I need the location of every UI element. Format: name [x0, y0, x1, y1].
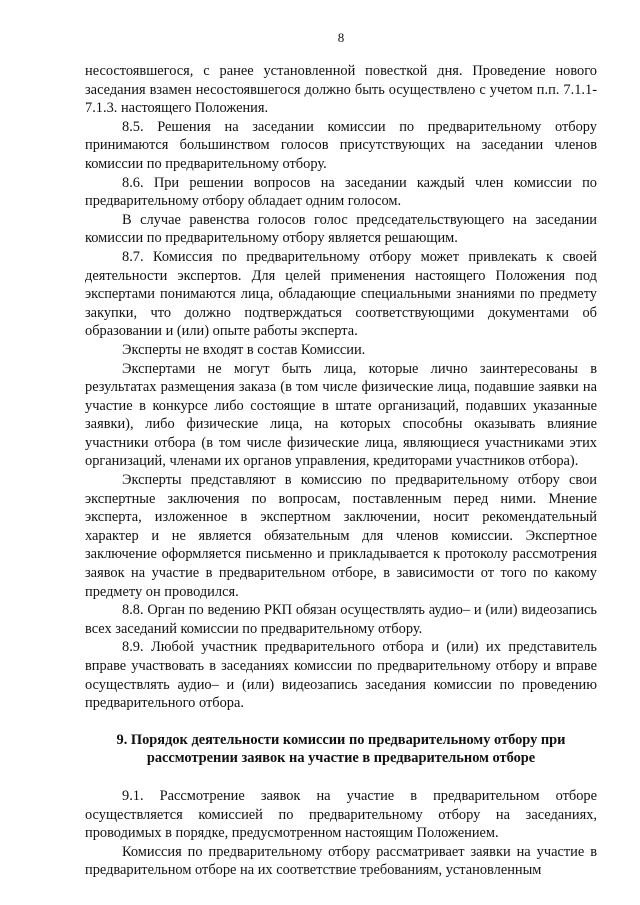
page-number: 8	[337, 30, 345, 45]
paragraph: несостоявшегося, с ранее установленной повесткой дня. Проведение нового заседания взамен несостоявшегося должно быть осуществлено с учетом п.п. 7.1.1-7.1.3. настоящего Положения.	[85, 63, 597, 117]
paragraph: 8.6. При решении вопросов на заседании каждый член комиссии по предварительному отбору обладает одним голосом.	[85, 174, 597, 210]
paragraph: Эксперты представляют в комиссию по предварительному отбору свои экспертные заключения по вопросам, поставленным перед ними. Мнение эксперта, изложенное в экспертном заключении, носит рекомендательный характер и не является обязательным для членов комиссии. Экспертное заключение оформляется письменно и прикладывается к протоколу рассмотрения заявок на участие в предварительном отборе, в зависимости от того по какому предмету он проводился.	[85, 472, 597, 600]
paragraph: Эксперты не входят в состав Комиссии.	[122, 341, 366, 358]
paragraph: 9.1. Рассмотрение заявок на участие в предварительном отборе осуществляется комиссией по предварительному отбору на заседаниях, проводимых в порядке, предусмотренном настоящим Положением.	[85, 787, 597, 842]
paragraph: Комиссия по предварительному отбору рассматривает заявки на участие в предварительном отборе на их соответствие требованиям, установленным	[85, 843, 597, 879]
paragraph: В случае равенства голосов голос председательствующего на заседании комиссии по предварительному отбору является решающим.	[85, 211, 597, 247]
section-heading: 9. Порядок деятельности комиссии по предварительному отбору при рассмотрении заявок на участие в предварительном отборе	[116, 731, 566, 767]
paragraph: Экспертами не могут быть лица, которые лично заинтересованы в результатах размещения заказа (в том числе физические лица, подавшие заявки на участие в конкурсе либо состоящие в штате организаций, подавших указанные заявки), либо физические лица, на которых способны оказывать влияние участники отбора (в том числе физические лица, являющиеся участниками этих организаций, членами их органов управления, кредиторами участников отбора).	[85, 360, 597, 470]
paragraph: 8.8. Орган по ведению РКП обязан осуществлять аудио– и (или) видеозапись всех заседаний комиссии по предварительному отбору.	[85, 602, 597, 637]
paragraph: 8.5. Решения на заседании комиссии по предварительному отбору принимаются большинством голосов присутствующих на заседании членов комиссии по предварительному отбору.	[85, 118, 597, 172]
paragraph: 8.7. Комиссия по предварительному отбору может привлекать к своей деятельности экспертов. Для целей применения настоящего Положения под экспертами понимаются лица, обладающие специальными знаниями по предмету закупки, что должно подтверждаться соответствующими документами об образовании и (или) опыте работы эксперта.	[85, 248, 597, 340]
paragraph: 8.9. Любой участник предварительного отбора и (или) их представитель вправе участвовать в заседаниях комиссии по предварительному отбору и вправе осуществлять аудио– и (или) видеозапись заседания комиссии по проведению предварительного отбора.	[85, 639, 597, 712]
document-page	[85, 30, 597, 880]
